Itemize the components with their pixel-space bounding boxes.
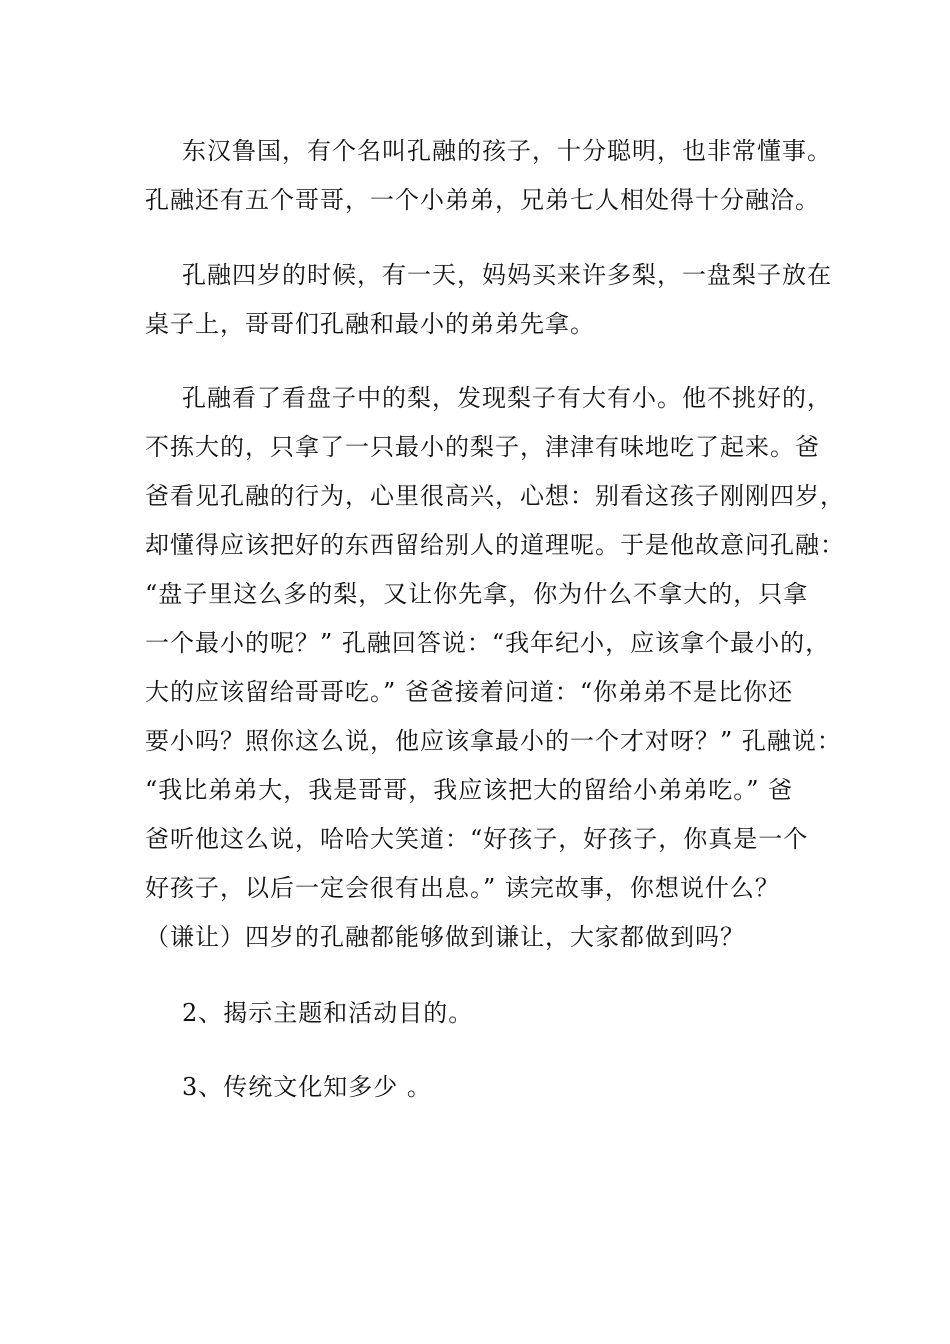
paragraph-3-line-11: 好孩子，以后一定会很有出息。” 读完故事，你想说什么？: [145, 874, 780, 902]
paragraph-3-line-5: “盘子里这么多的梨，又让你先拿，你为什么不拿大的，只拿: [145, 580, 809, 608]
paragraph-3-line-10: 爸听他这么说，哈哈大笑道：“好孩子，好孩子，你真是一个: [145, 825, 809, 853]
paragraph-3-line-9: “我比弟弟大，我是哥哥，我应该把大的留给小弟弟吃。” 爸: [145, 776, 794, 804]
paragraph-3-line-7: 大的应该留给哥哥吃。” 爸爸接着问道：“你弟弟不是比你还: [145, 678, 794, 706]
paragraph-3-line-6: 一个最小的呢？” 孔融回答说：“我年纪小，应该拿个最小的，: [145, 629, 831, 657]
paragraph-1-line-1: 东汉鲁国，有个名叫孔融的孩子，十分聪明，也非常懂事。: [182, 137, 832, 165]
paragraph-3-line-4: 却懂得应该把好的东西留给别人的道理呢。于是他故意问孔融：: [145, 531, 845, 559]
paragraph-1-line-2: 孔融还有五个哥哥，一个小弟弟，兄弟七人相处得十分融洽。: [145, 186, 820, 214]
paragraph-3-line-12: （谦让）四岁的孔融都能够做到谦让，大家都做到吗？: [145, 923, 745, 951]
section-heading-2: 2、揭示主题和活动目的。: [182, 999, 474, 1027]
paragraph-3-line-3: 爸看见孔融的行为，心里很高兴，心想：别看这孩子刚刚四岁，: [145, 482, 845, 510]
section-heading-3: 3、传统文化知多少 。: [182, 1073, 432, 1101]
paragraph-2-line-2: 桌子上，哥哥们孔融和最小的弟弟先拿。: [145, 310, 595, 338]
paragraph-3-line-8: 要小吗？照你这么说，他应该拿最小的一个才对呀？” 孔融说：: [145, 727, 842, 755]
paragraph-2-line-1: 孔融四岁的时候，有一天，妈妈买来许多梨，一盘梨子放在: [182, 261, 832, 289]
paragraph-3-line-1: 孔融看了看盘子中的梨，发现梨子有大有小。他不挑好的，: [182, 384, 832, 412]
paragraph-3-line-2: 不拣大的，只拿了一只最小的梨子，津津有味地吃了起来。爸: [145, 433, 820, 461]
